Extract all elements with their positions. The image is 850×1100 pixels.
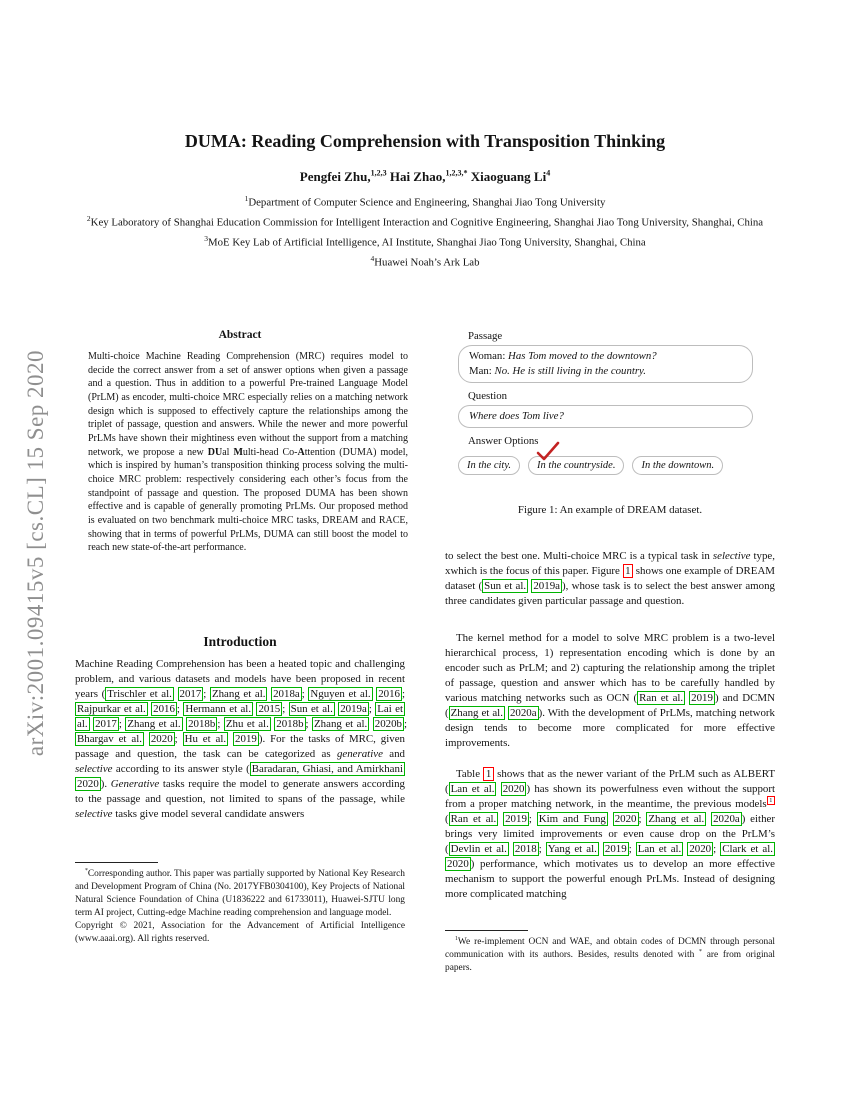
text-segment: tasks give model several candidate answers — [112, 808, 305, 821]
text-segment: al — [222, 446, 234, 458]
text-segment: Where does Tom live? — [469, 410, 564, 422]
citation-link[interactable]: 2019a — [340, 703, 367, 716]
citation-link[interactable]: Rajpurkar et al. — [77, 703, 146, 716]
author-name: Pengfei Zhu,$^{1,2,3}$ — [299, 169, 387, 185]
author-affil-marker: 1,2,3 — [370, 169, 387, 178]
footnote-rule — [445, 930, 528, 931]
footnote-rule — [75, 862, 158, 863]
text-segment: ) either brings very limited improvements or even cause drop on the PrLM’s ( — [445, 813, 775, 856]
author-affil-marker: 1,2,3,* — [445, 169, 468, 178]
text-segment: ; — [368, 703, 376, 716]
citation-link[interactable]: Zhang et al. — [648, 813, 705, 826]
text-segment: ; — [217, 718, 224, 731]
abstract-heading: Abstract — [218, 329, 262, 341]
text-segment: tasks require the model to generate answers according to the passage and question, not limited to spans of the passage, while — [75, 778, 405, 806]
citation-link[interactable]: 2019 — [691, 692, 713, 705]
text-segment: selective — [75, 763, 113, 776]
affiliation-line: $^3$MoE Key Lab of Artificial Intelligence, AI Institute, Shanghai Jiao Tong University, Shanghai, China — [204, 234, 646, 249]
abstract-text — [88, 350, 408, 555]
right-footnotes — [445, 936, 775, 975]
text-segment: Man: — [469, 365, 495, 377]
passage-box — [458, 345, 753, 383]
text-segment: ; — [538, 843, 546, 856]
citation-link[interactable]: Nguyen et al. — [310, 688, 371, 701]
affiliations-block — [75, 191, 775, 271]
citation-link[interactable]: 2016 — [153, 703, 175, 716]
text-segment: Multi-choice Machine Reading Comprehension (MRC) requires model to decide the correct answer from a set of answer options when given a passage and a question. Thus in addition to a powerful Pre-trained Language Model (PrLM) as encoder, multi-choice MRC especially relies on a matching network design which is supposed to effectively capture the relationships among the triplet of passage, question and answers. While the newer and more powerful PrLMs have shown their mightiness even without the support from a matching network, we propose a new — [88, 351, 408, 458]
text-segment: selective — [712, 550, 751, 562]
text-segment: Table — [456, 768, 484, 780]
author-name: Xiaoguang Li$^4$ — [470, 169, 551, 185]
affiliation-line: $^2$Key Laboratory of Shanghai Education Commission for Intelligent Interaction and Cognitive Engineering, Shanghai Jiao Tong University, Shanghai, China — [86, 214, 764, 229]
passage-line — [469, 349, 742, 364]
citation-link[interactable]: 2020 — [614, 813, 637, 826]
answer-option-downtown[interactable]: In the downtown. — [632, 456, 723, 475]
text-segment: ( — [445, 813, 449, 826]
citation-link[interactable]: 2020 — [689, 843, 712, 856]
text-segment: ; — [118, 718, 126, 731]
text-segment: Copyright © 2021, Association for the Advancement of Artificial Intelligence (www.aaai.org). All rights reserved. — [75, 920, 405, 944]
citation-link[interactable]: 2018b — [188, 718, 216, 731]
text-segment — [608, 813, 613, 825]
text-segment: shows one example of DREAM dataset ( — [445, 565, 775, 593]
question-box — [458, 405, 753, 428]
text-segment: shows that as the newer variant of the PrLM such as ALBERT ( — [445, 768, 775, 796]
citation-link[interactable]: Lan et al. — [637, 843, 682, 856]
text-segment: * — [699, 948, 702, 955]
text-segment: are from original papers. — [445, 949, 776, 973]
affiliation-line: $^4$Huawei Noah’s Ark Lab — [370, 254, 480, 269]
text-segment: ; — [305, 718, 313, 731]
citation-link[interactable]: Lan et al. — [450, 783, 495, 796]
text-segment — [174, 688, 178, 700]
text-segment: ) and DCMN ( — [445, 692, 775, 720]
citation-link[interactable]: 2020a — [713, 813, 740, 826]
citation-link[interactable]: 2020 — [502, 783, 525, 796]
text-segment: ). For the tasks of MRC, given passage and question, the task can be categorized as — [75, 733, 405, 761]
text-segment: ; — [402, 688, 406, 701]
citation-link[interactable]: Hermann et al. — [185, 703, 252, 716]
text-segment: 1 — [455, 935, 458, 942]
red-check-icon — [535, 441, 561, 461]
citation-link[interactable]: Ran et al. — [450, 813, 497, 826]
text-segment: ; — [713, 843, 721, 856]
citation-link[interactable]: 2019 — [505, 813, 527, 826]
text-segment: Generative — [110, 778, 160, 791]
text-segment: DU — [207, 446, 223, 458]
citation-link[interactable]: 2020 — [77, 778, 99, 791]
text-segment: ; — [628, 843, 636, 856]
body-paragraph — [445, 767, 775, 902]
figure-1-caption: Figure 1: An example of DREAM dataset. — [517, 504, 703, 516]
text-segment: ; — [403, 718, 408, 731]
footnote-corresponding-author — [75, 868, 405, 920]
figure-1 — [445, 330, 775, 475]
citation-link[interactable]: Zhang et al. — [211, 688, 266, 701]
citation-link[interactable]: Zhang et al. — [127, 718, 181, 731]
paper-title: DUMA: Reading Comprehension with Transposition Thinking — [184, 131, 666, 151]
text-segment: ; — [282, 703, 289, 716]
reference-link[interactable]: 1 — [767, 796, 775, 805]
text-segment: Has Tom moved to the downtown? — [508, 350, 657, 362]
text-segment: Woman: — [469, 350, 509, 362]
citation-link[interactable]: 2019 — [235, 733, 257, 746]
text-segment: ), whose task is to select the best answer among three candidates given particular passage and question. — [445, 580, 775, 608]
text-segment: and — [382, 748, 405, 761]
text-segment: to select the best one. Multi-choice MRC is a typical task in — [445, 550, 713, 562]
citation-link[interactable]: Baradaran, Ghiasi, and Amirkhani — [251, 763, 403, 776]
citation-link[interactable]: Yang et al. — [547, 843, 597, 856]
text-segment: ; — [176, 703, 184, 716]
answer-options-label: Answer Options — [468, 435, 539, 447]
citation-link[interactable]: 2018a — [273, 688, 300, 701]
reference-link[interactable]: 1 — [483, 767, 493, 781]
text-segment: ; — [528, 813, 537, 826]
text-segment: ) performance, which motivates us to develop an more effective mechanism to support the powerful enough PrLMs. Instead of designing more complicated matching — [445, 858, 775, 901]
footnote-copyright — [75, 920, 405, 946]
introduction-heading: Introduction — [203, 634, 277, 649]
introduction-paragraph — [75, 657, 408, 823]
author-line — [0, 169, 850, 185]
citation-link[interactable]: Devlin et al. — [450, 843, 507, 856]
text-segment: ; — [203, 688, 210, 701]
citation-link[interactable]: Hu et al. — [184, 733, 227, 746]
citation-link[interactable]: Sun et al. — [484, 580, 527, 593]
text-segment: No. He is still living in the country. — [494, 365, 646, 377]
citation-link[interactable]: Ran et al. — [639, 692, 684, 705]
reference-link[interactable]: 1 — [623, 564, 633, 578]
citation-link[interactable]: Lai et al. — [77, 703, 403, 731]
text-segment: ulti-head Co- — [242, 446, 298, 458]
citation-link[interactable]: Bhargav et al. — [77, 733, 142, 746]
footnote-reimplementation — [445, 936, 775, 975]
citation-link[interactable]: 2017 — [179, 688, 202, 701]
passage-label: Passage — [468, 330, 503, 342]
text-segment: generative — [336, 748, 383, 761]
citation-link[interactable]: 2018 — [514, 843, 537, 856]
citation-link[interactable]: Sun et al. — [290, 703, 333, 716]
text-segment: ) has shown its powerfulness even without the support from a proper matching network, in the meantime, the previous models — [445, 783, 775, 811]
citation-link[interactable]: 2020b — [374, 718, 402, 731]
passage-line — [469, 364, 742, 379]
body-paragraph — [445, 631, 775, 751]
text-segment: type, xwhich is the focus of this paper. Figure — [445, 550, 775, 578]
citation-link[interactable]: 2015 — [258, 703, 281, 716]
answer-option-city[interactable]: In the city. — [458, 456, 520, 475]
text-segment: ; — [174, 733, 183, 746]
citation-link[interactable]: Clark et al. — [722, 843, 773, 856]
answer-options-row — [458, 456, 775, 475]
citation-link[interactable]: 2020a — [509, 707, 537, 720]
text-segment: The kernel method for a model to solve MRC problem is a two-level hierarchical process, 1) representation encoding which is done by an encoder such as PrLM; and 2) capturing the relationship among the triplet of passage, question and answer which has to be carefully handled by various matching networks such as OCN ( — [445, 632, 775, 705]
text-segment: ). With the development of PrLMs, matching network design tends to become more complicated for more effective improvements. — [445, 707, 775, 750]
affiliation-line: $^1$Department of Computer Science and Engineering, Shanghai Jiao Tong University — [244, 194, 606, 209]
text-segment: according to its answer style ( — [112, 763, 250, 776]
text-segment: ; — [638, 813, 647, 826]
question-label: Question — [468, 390, 507, 402]
text-segment: Corresponding author. This paper was partially supported by National Key Research and Development Program of China (No. 2017YFB0304100), Key Projects of National Natural Science Foundation of China (U1836222 and 61733011), Huawei-SJTU long term AI project, Cutting-edge Machine reading comprehension and language model. — [75, 869, 405, 918]
citation-link[interactable]: 2019a — [533, 580, 560, 593]
text-segment: ). — [100, 778, 111, 791]
citation-link[interactable]: Zhu et al. — [225, 718, 269, 731]
text-segment: ttention (DUMA) model, which is inspired by human’s transposition thinking process solving the multi-choice MRC problem: respectively considering each other’s focus from the standpoint of passage and question. The proposed DUMA has been shown effective and is capable of generally promoting PrLMs. Our proposed method is evaluated on two benchmark multi-choice MRC tasks, DREAM and RACE, showing that in terms of powerful PrLMs, DUMA can still boost the model to reach new state-of-the-art performance. — [88, 446, 408, 554]
citation-link[interactable]: Zhang et al. — [450, 707, 503, 720]
text-segment: We re-implement OCN and WAE, and obtain codes of DCMN through personal communication with its authors. Besides, results denoted with — [445, 937, 775, 960]
citation-link[interactable]: 2018b — [276, 718, 304, 731]
body-paragraph — [445, 549, 775, 609]
citation-link[interactable]: Zhang et al. — [314, 718, 368, 731]
citation-link[interactable]: Trischler et al. — [107, 688, 172, 701]
author-name: Hai Zhao,$^{1,2,3,*}$ — [389, 169, 468, 185]
citation-link[interactable]: Kim and Fung — [538, 813, 606, 826]
text-segment: * — [85, 867, 88, 874]
citation-link[interactable]: 2020 — [150, 733, 173, 746]
citation-link[interactable]: 2019 — [604, 843, 627, 856]
citation-link[interactable]: 2016 — [378, 688, 400, 701]
citation-link[interactable]: 2017 — [95, 718, 117, 731]
text-segment: A — [297, 446, 305, 458]
text-segment: M — [233, 446, 243, 458]
text-segment: selective — [75, 808, 113, 821]
author-affil-marker: 4 — [546, 169, 551, 178]
text-segment: Machine Reading Comprehension has been a heated topic and challenging problem, and various datasets and models have been proposed in recent years ( — [75, 658, 405, 701]
left-footnotes — [75, 868, 405, 945]
question-text — [469, 409, 742, 424]
answer-option-countryside[interactable]: In the countryside. — [528, 456, 624, 475]
citation-link[interactable]: 2020 — [447, 858, 469, 871]
arxiv-margin-label: arXiv:2001.09415v5 [cs.CL] 15 Sep 2020 — [23, 349, 48, 757]
text-segment: ; — [301, 688, 309, 701]
